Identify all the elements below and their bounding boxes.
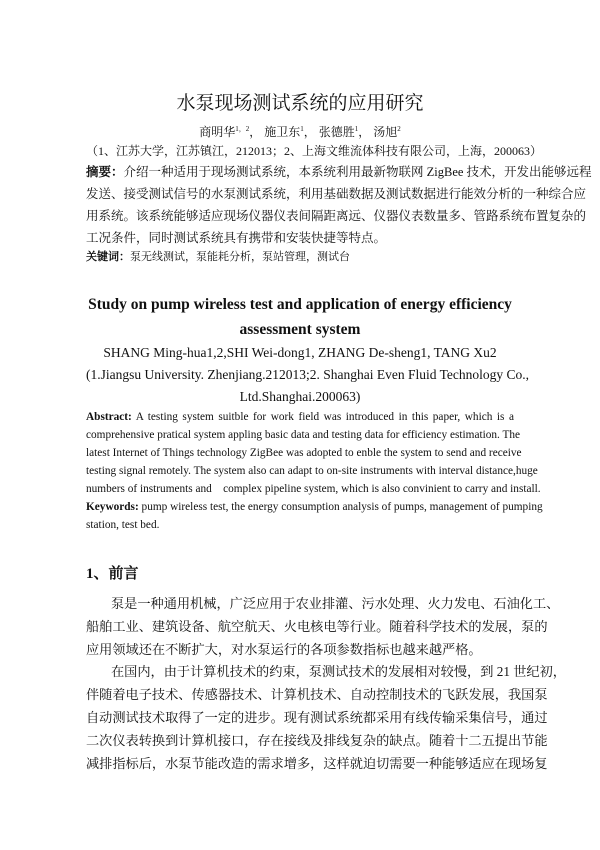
en-keywords xyxy=(86,501,543,513)
author: 商明华 xyxy=(199,125,236,139)
en-abstract-line: latest Internet of Things technology ZigBee was adopted to enble the system to send and receive xyxy=(86,447,522,459)
en-keywords-line: station, test bed. xyxy=(86,519,160,531)
cn-abstract-line: 用系统。该系统能够适应现场仪器仪表间隔距离远、仪器仪表数量多、管路系统布置复杂的 xyxy=(86,209,587,223)
para-line: 船舶工业、建筑设备、航空航天、火电核电等行业。随着科学技术的发展，泵的 xyxy=(86,619,548,634)
author-sup: 1 xyxy=(300,125,304,133)
author-sup: 1 xyxy=(354,125,359,133)
keywords-label: Keywords: xyxy=(86,501,139,513)
en-abstract-line xyxy=(86,411,514,423)
cn-title: 水泵现场测试系统的应用研究 xyxy=(176,93,424,114)
keywords-text: pump wireless test, the energy consumption analysis of pumps, management of pumping xyxy=(141,501,543,513)
para-line: 二次仪表转换到计算机接口，存在接线及排线复杂的缺点。随着十二五提出节能 xyxy=(86,733,548,748)
keywords-label: 关键词： xyxy=(86,251,130,263)
author-sup: 2 xyxy=(397,125,401,133)
abstract-label: 摘要： xyxy=(86,165,124,179)
en-authors: SHANG Ming-hua1,2,SHI Wei-dong1, ZHANG De-sheng1, TANG Xu2 xyxy=(103,345,497,360)
cn-keywords xyxy=(86,248,514,264)
cn-abstract-line: 发送、接受测试信号的水泵测试系统，利用基础数据及测试数据进行能效分析的一种综合应 xyxy=(86,187,587,201)
author: 施卫东 xyxy=(264,125,301,139)
en-abstract-line: comprehensive pratical system appling basic data and testing data for efficiency estimation. The xyxy=(86,429,521,441)
para-line: 减排指标后，水泵节能改造的需求增多，这样就迫切需要一种能够适应在现场复 xyxy=(86,756,548,771)
para-line: 应用领域还在不断扩大，对水泵运行的各项参数指标也越来越严格。 xyxy=(86,642,482,657)
abstract-text: 介绍一种适用于现场测试系统，本系统利用最新物联网 ZigBee 技术，开发出能够远程 xyxy=(123,165,592,179)
en-affiliation-line: (1.Jiangsu University. Zhenjiang.212013;2. Shanghai Even Fluid Technology Co., xyxy=(86,367,530,382)
author: 张德胜 xyxy=(318,125,355,139)
para-line: 自动测试技术取得了一定的进步。现有测试系统都采用有线传输采集信号，通过 xyxy=(86,710,548,725)
sep: ， xyxy=(249,125,262,139)
en-title-line: Study on pump wireless test and application of energy efficiency xyxy=(88,296,512,313)
abstract-text: A testing system suitble for work field was introduced in this paper, which is a xyxy=(135,411,514,423)
sep: ， xyxy=(358,125,371,139)
en-affiliation-line: Ltd.Shanghai.200063) xyxy=(239,389,361,404)
abstract-label: Abstract: xyxy=(86,411,132,423)
en-abstract-line: testing signal remotely. The system also can adapt to on-site instruments with interval distance,huge xyxy=(86,465,538,477)
para-line: 泵是一种通用机械，广泛应用于农业排灌、污水处理、火力发电、石油化工、 xyxy=(111,596,560,611)
en-title-line: assessment system xyxy=(239,321,361,338)
section-heading: 1、前言 xyxy=(86,566,139,582)
author-sup: 1，2 xyxy=(235,125,250,133)
cn-authors xyxy=(86,123,514,140)
cn-affiliation: （1、江苏大学，江苏镇江，212013；2、上海文维流体科技有限公司，上海，200063） xyxy=(86,144,543,158)
cn-abstract-line xyxy=(86,162,592,180)
author: 汤旭 xyxy=(373,125,398,139)
keywords-text: 泵无线测试，泵能耗分析，泵站管理，测试台 xyxy=(130,251,350,263)
para-line: 伴随着电子技术、传感器技术、计算机技术、自动控制技术的飞跃发展，我国泵 xyxy=(86,687,548,702)
para-line: 在国内，由于计算机技术的约束，泵测试技术的发展相对较慢，到 21 世纪初， xyxy=(111,664,566,679)
en-abstract-line: numbers of instruments and complex pipeline system, which is also convinient to carry and install. xyxy=(86,483,541,495)
sep: ， xyxy=(303,125,316,139)
cn-abstract-line: 工况条件，同时测试系统具有携带和安装快捷等特点。 xyxy=(86,231,387,245)
